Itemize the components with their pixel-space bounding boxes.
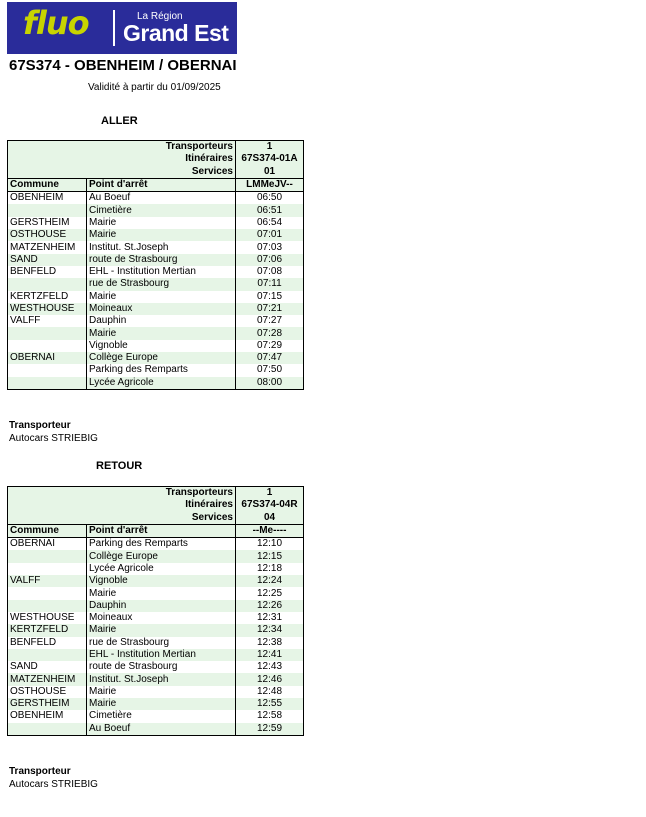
cell-time: 12:10 [256,538,283,550]
itineraires-label: Itinéraires [8,153,236,165]
cell-arret: route de Strasbourg [87,661,236,673]
retour-rows [8,538,304,736]
col-arret: Point d'arrêt [87,178,236,191]
table-row [8,698,304,710]
cell-arret: Dauphin [87,600,236,612]
cell-arret: Mairie [87,587,236,599]
table-row [8,254,304,266]
cell-arret: Mairie [87,698,236,710]
table-row [8,229,304,241]
services-label: Services [8,166,236,179]
table-row [8,686,304,698]
cell-arret: Institut. St.Joseph [87,241,236,253]
cell-arret: Mairie [87,624,236,636]
page-title: 67S374 - OBENHEIM / OBERNAI [9,57,237,74]
cell-commune [8,327,87,339]
aller-timetable [7,140,304,390]
cell-time: 12:41 [236,649,304,661]
cell-commune: MATZENHEIM [8,673,87,685]
cell-time: 07:03 [256,241,283,253]
cell-commune [8,550,87,562]
services-value: 01 [236,166,304,179]
cell-time: 12:34 [236,624,304,636]
cell-arret: Institut. St.Joseph [87,673,236,685]
itineraires-value: 67S374-04R [236,499,304,511]
cell-time: 12:15 [236,550,304,562]
table-row [8,661,304,673]
cell-time: 07:50 [256,364,283,376]
validity-date: Validité à partir du 01/09/2025 [88,82,221,93]
aller-heading: ALLER [101,115,138,127]
cell-time: 12:43 [256,661,283,673]
cell-time: 12:46 [236,673,304,685]
cell-time: 07:15 [256,290,283,302]
cell-time: 12:26 [236,600,304,612]
cell-time: 12:59 [236,723,304,736]
col-days: --Me---- [236,524,304,537]
cell-arret: Cimetière [87,710,236,722]
cell-time: 12:38 [256,636,283,648]
cell-arret: Lycée Agricole [87,377,236,390]
cell-arret: rue de Strasbourg [87,278,236,290]
cell-commune [8,587,87,599]
table-row [8,563,304,575]
cell-arret: Vignoble [87,575,236,587]
itineraires-label: Itinéraires [8,499,236,511]
fluo-grand-est-logo [7,2,237,54]
table-row [8,673,304,685]
cell-time: 07:27 [256,315,283,327]
aller-transporteur-title: Transporteur [9,420,71,431]
cell-commune: WESTHOUSE [8,303,87,315]
cell-commune: KERTZFELD [8,291,87,303]
cell-commune [8,377,87,390]
col-days: LMMeJV-- [236,178,304,191]
cell-arret: route de Strasbourg [87,254,236,266]
cell-time: 07:29 [256,339,283,351]
cell-commune: VALFF [8,315,87,327]
logo-region-big: Grand Est [123,20,229,46]
cell-time: 12:48 [256,685,283,697]
table-row [8,340,304,352]
cell-arret: Mairie [87,217,236,229]
cell-commune: OBENHEIM [8,710,87,722]
cell-time: 07:11 [236,278,304,290]
cell-commune: OSTHOUSE [8,229,87,241]
cell-commune [8,340,87,352]
table-row [8,575,304,587]
services-label: Services [8,512,236,525]
cell-time: 12:18 [256,562,283,574]
table-row [8,612,304,624]
transporteurs-value: 1 [236,487,304,500]
cell-arret: Collège Europe [87,352,236,364]
cell-time: 12:24 [236,575,304,587]
table-row [8,624,304,636]
logo-region-small: La Région [137,11,183,22]
cell-commune: OSTHOUSE [8,686,87,698]
retour-transporteur-name: Autocars STRIEBIG [9,779,98,790]
table-row [8,710,304,722]
cell-arret: EHL - Institution Mertian [87,266,236,278]
table-row [8,266,304,278]
table-row [8,278,304,290]
cell-time: 07:06 [236,254,304,266]
table-row [8,587,304,599]
table-row [8,649,304,661]
table-row [8,600,304,612]
logo-brand: fluo [23,4,89,42]
table-row [8,303,304,315]
col-commune: Commune [8,178,87,191]
itineraires-value: 67S374-01A [236,153,304,165]
cell-time: 06:54 [256,216,283,228]
cell-time: 12:55 [236,698,304,710]
cell-arret: Mairie [87,229,236,241]
cell-commune: GERSTHEIM [8,217,87,229]
table-row [8,550,304,562]
table-row [8,327,304,339]
cell-commune [8,723,87,736]
cell-arret: rue de Strasbourg [87,637,236,649]
table-row [8,315,304,327]
logo-separator [113,10,115,46]
cell-commune: BENFELD [8,266,87,278]
cell-arret: Vignoble [87,340,236,352]
table-row [8,192,304,205]
cell-arret: Mairie [87,327,236,339]
retour-transporteur-title: Transporteur [9,766,71,777]
cell-arret: Au Boeuf [87,723,236,736]
cell-arret: Mairie [87,686,236,698]
cell-commune: SAND [8,661,87,673]
cell-commune [8,649,87,661]
cell-arret: Lycée Agricole [87,563,236,575]
col-commune: Commune [8,524,87,537]
aller-rows [8,192,304,390]
cell-commune: OBERNAI [8,538,87,551]
table-row [8,723,304,736]
cell-arret: EHL - Institution Mertian [87,649,236,661]
cell-commune: OBERNAI [8,352,87,364]
retour-heading: RETOUR [96,460,143,472]
cell-time: 06:50 [256,192,283,204]
cell-time: 12:31 [256,612,283,624]
cell-commune: KERTZFELD [8,624,87,636]
cell-arret: Parking des Remparts [87,538,236,551]
transporteurs-value: 1 [236,141,304,154]
cell-commune [8,563,87,575]
cell-arret: Cimetière [87,204,236,216]
table-row [8,377,304,390]
cell-time: 07:21 [236,303,304,315]
cell-arret: Au Boeuf [87,192,236,205]
cell-arret: Parking des Remparts [87,364,236,376]
cell-commune [8,364,87,376]
table-row [8,204,304,216]
table-row [8,352,304,364]
table-row [8,538,304,551]
table-row [8,291,304,303]
cell-commune: GERSTHEIM [8,698,87,710]
cell-time: 08:00 [236,377,304,390]
table-row [8,637,304,649]
cell-time: 06:51 [236,204,304,216]
cell-commune: BENFELD [8,637,87,649]
cell-arret: Dauphin [87,315,236,327]
aller-transporteur-name: Autocars STRIEBIG [9,433,98,444]
cell-commune [8,204,87,216]
cell-commune: VALFF [8,575,87,587]
cell-commune: MATZENHEIM [8,241,87,253]
cell-time: 12:25 [256,587,283,599]
cell-commune: WESTHOUSE [8,612,87,624]
table-row [8,241,304,253]
cell-time: 07:01 [236,229,304,241]
cell-commune [8,600,87,612]
cell-commune: OBENHEIM [8,192,87,205]
retour-timetable [7,486,304,736]
cell-time: 12:58 [256,710,283,722]
cell-arret: Moineaux [87,303,236,315]
cell-commune: SAND [8,254,87,266]
col-arret: Point d'arrêt [87,524,236,537]
cell-arret: Collège Europe [87,550,236,562]
table-row [8,364,304,376]
cell-commune [8,278,87,290]
cell-time: 07:08 [256,266,283,278]
cell-time: 07:47 [236,352,304,364]
transporteurs-label: Transporteurs [8,487,236,500]
cell-arret: Mairie [87,291,236,303]
transporteurs-label: Transporteurs [8,141,236,154]
table-row [8,217,304,229]
cell-time: 07:28 [236,327,304,339]
cell-arret: Moineaux [87,612,236,624]
services-value: 04 [236,512,304,525]
